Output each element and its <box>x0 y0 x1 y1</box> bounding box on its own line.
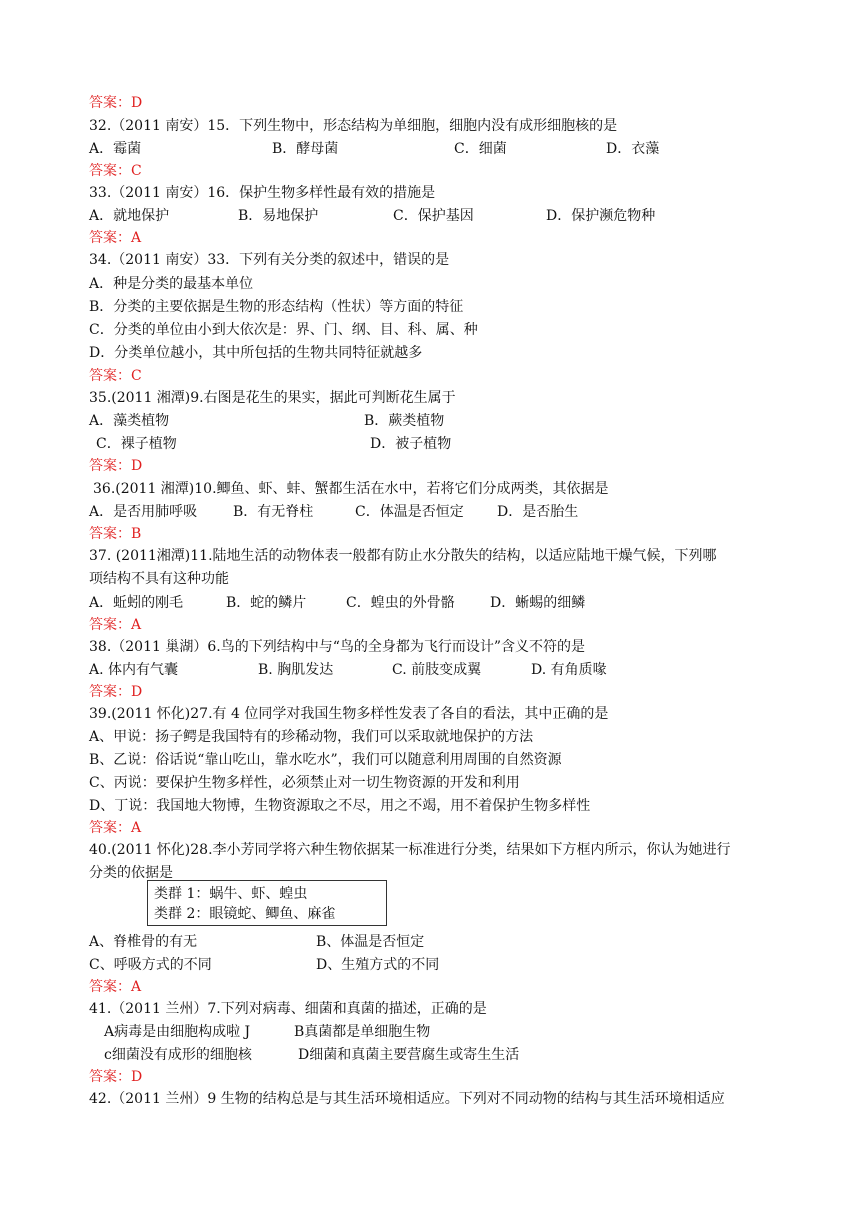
option-32-a: A．霉菌 <box>89 141 142 157</box>
group-2-text: 类群 2：眼镜蛇、鲫鱼、麻雀 <box>154 906 336 922</box>
classification-box <box>147 880 387 926</box>
question-39: 39.(2011 怀化)27.有 4 位同学对我国生物多样性发表了各自的看法，其中正确的是 <box>89 706 609 722</box>
answer-32: 答案：C <box>89 163 142 179</box>
option-40-a: A、脊椎骨的有无 <box>89 934 198 950</box>
answer-40: 答案：A <box>89 979 142 995</box>
group-1-text: 类群 1：蜗牛、虾、蝗虫 <box>154 886 308 902</box>
option-39-a: A、甲说：扬子鳄是我国特有的珍稀动物，我们可以采取就地保护的方法 <box>89 729 534 745</box>
option-33-c: C．保护基因 <box>393 208 474 224</box>
option-33-a: A．就地保护 <box>89 208 170 224</box>
option-37-d: D．蜥蜴的细鳞 <box>490 595 586 611</box>
option-41-a: A病毒是由细胞构成啦 J <box>104 1024 251 1040</box>
option-34-a: A．种是分类的最基本单位 <box>89 276 254 292</box>
option-35-c: C．裸子植物 <box>96 436 177 452</box>
option-35-d: D．被子植物 <box>370 436 452 452</box>
option-33-d: D．保护濒危物种 <box>546 208 656 224</box>
option-39-b: B、乙说：俗话说“靠山吃山，靠水吃水”，我们可以随意利用周围的自然资源 <box>89 752 562 768</box>
question-36: 36.(2011 湘潭)10.鲫鱼、虾、蚌、蟹都生活在水中，若将它们分成两类，其依据是 <box>93 481 609 497</box>
option-36-a: A．是否用肺呼吸 <box>89 504 198 520</box>
option-34-b: B．分类的主要依据是生物的形态结构（性状）等方面的特征 <box>89 299 464 315</box>
option-35-a: A．藻类植物 <box>89 413 170 429</box>
question-37: 37. (2011湘潭)11.陆地生活的动物体表一般都有防止水分散失的结构，以适应陆地干燥气候，下列哪 <box>89 548 717 564</box>
option-37-b: B．蛇的鳞片 <box>226 595 307 611</box>
option-40-b: B、体温是否恒定 <box>316 934 425 950</box>
option-34-c: C．分类的单位由小到大依次是：界、门、纲、目、科、属、种 <box>89 322 478 338</box>
question-32: 32.（2011 南安）15．下列生物中，形态结构为单细胞，细胞内没有成形细胞核的是 <box>89 118 618 134</box>
option-40-c: C、呼吸方式的不同 <box>89 957 212 973</box>
option-39-d: D、丁说：我国地大物博，生物资源取之不尽，用之不竭，用不着保护生物多样性 <box>89 798 591 814</box>
question-41: 41.（2011 兰州）7.下列对病毒、细菌和真菌的描述，正确的是 <box>89 1001 487 1017</box>
option-32-b: B．酵母菌 <box>272 141 339 157</box>
option-36-d: D．是否胎生 <box>497 504 579 520</box>
answer-38: 答案：D <box>89 684 143 700</box>
option-39-c: C、丙说：要保护生物多样性，必须禁止对一切生物资源的开发和利用 <box>89 775 520 791</box>
answer-31: 答案：D <box>89 95 143 111</box>
option-33-b: B．易地保护 <box>238 208 319 224</box>
option-37-c: C．蝗虫的外骨骼 <box>346 595 455 611</box>
option-36-b: B．有无脊柱 <box>233 504 314 520</box>
answer-39: 答案：A <box>89 820 142 836</box>
question-34: 34.（2011 南安）33．下列有关分类的叙述中，错误的是 <box>89 252 450 268</box>
option-41-d: D细菌和真菌主要营腐生或寄生生活 <box>298 1047 520 1063</box>
question-33: 33.（2011 南安）16．保护生物多样性最有效的措施是 <box>89 185 436 201</box>
option-38-c: C. 前肢变成翼 <box>392 662 482 678</box>
question-37-cont: 项结构不具有这种功能 <box>89 571 229 587</box>
option-32-d: D．衣藻 <box>606 141 660 157</box>
question-42: 42.（2011 兰州）9 生物的结构总是与其生活环境相适应。下列对不同动物的结构与其生活环境相适应 <box>89 1091 725 1107</box>
option-41-c: c细菌没有成形的细胞核 <box>104 1047 252 1063</box>
option-35-b: B．蕨类植物 <box>364 413 445 429</box>
option-41-b: B真菌都是单细胞生物 <box>294 1024 431 1040</box>
option-38-a: A. 体内有气囊 <box>89 662 179 678</box>
option-36-c: C．体温是否恒定 <box>355 504 464 520</box>
question-40: 40.(2011 怀化)28.李小芳同学将六种生物依据某一标准进行分类，结果如下方框内所示，你认为她进行 <box>89 842 731 858</box>
answer-36: 答案：B <box>89 526 142 542</box>
question-40-cont: 分类的依据是 <box>89 865 173 881</box>
option-32-c: C．细菌 <box>454 141 507 157</box>
answer-34: 答案：C <box>89 368 142 384</box>
question-35: 35.(2011 湘潭)9.右图是花生的果实，据此可判断花生属于 <box>89 390 456 406</box>
answer-37: 答案：A <box>89 617 142 633</box>
option-34-d: D．分类单位越小，其中所包括的生物共同特征就越多 <box>89 345 423 361</box>
answer-33: 答案：A <box>89 230 142 246</box>
answer-35: 答案：D <box>89 458 143 474</box>
question-38: 38.（2011 巢湖）6.鸟的下列结构中与“鸟的全身都为飞行而设计”含义不符的是 <box>89 639 586 655</box>
answer-41: 答案：D <box>89 1069 143 1085</box>
option-38-d: D. 有角质喙 <box>531 662 607 678</box>
option-38-b: B. 胸肌发达 <box>258 662 334 678</box>
option-40-d: D、生殖方式的不同 <box>316 957 440 973</box>
option-37-a: A．蚯蚓的刚毛 <box>89 595 184 611</box>
